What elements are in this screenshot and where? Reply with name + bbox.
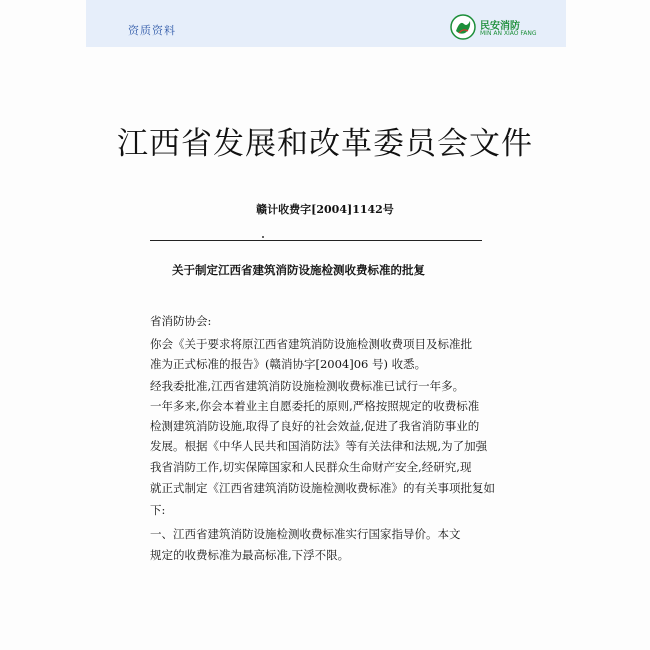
divider-line xyxy=(150,240,482,241)
logo-name-en: MIN AN XIAO FANG xyxy=(480,30,537,37)
document-number: 赣计收费字[2004]1142号 xyxy=(256,203,394,216)
body-line: 一年多来,你会本着业主自愿委托的原则,严格按照规定的收费标准 xyxy=(150,399,480,413)
logo-name-cn: 民安消防 xyxy=(480,21,520,32)
minan-fire-logo-icon xyxy=(450,14,476,40)
body-line: 一、江西省建筑消防设施检测收费标准实行国家指导价。本文 xyxy=(150,527,461,541)
document-subject: 关于制定江西省建筑消防设施检测收费标准的批复 xyxy=(172,263,425,277)
body-line: 下: xyxy=(150,503,166,517)
body-line: 准为正式标准的报告》(赣消协字[2004]06 号) 收悉。 xyxy=(150,357,427,371)
company-logo xyxy=(450,14,560,44)
body-line: 你会《关于要求将原江西省建筑消防设施检测收费项目及标准批 xyxy=(150,337,472,351)
header-label: 资质资料 xyxy=(128,24,176,37)
body-line: 规定的收费标准为最高标准,下浮不限。 xyxy=(150,548,350,562)
body-line: 检测建筑消防设施,取得了良好的社会效益,促进了我省消防事业的 xyxy=(150,419,480,433)
body-line: 我省消防工作,切实保障国家和人民群众生命财产安全,经研究,现 xyxy=(150,460,472,474)
document-title: 江西省发展和改革委员会文件 xyxy=(117,126,533,162)
body-line: 就正式制定《江西省建筑消防设施检测收费标准》的有关事项批复如 xyxy=(150,481,495,495)
body-line: 经我委批准,江西省建筑消防设施检测收费标准已试行一年多。 xyxy=(150,379,465,393)
body-line: 发展。根据《中华人民共和国消防法》等有关法律和法规,为了加强 xyxy=(150,439,488,453)
divider-dot xyxy=(262,236,264,238)
salutation: 省消防协会: xyxy=(150,314,212,328)
